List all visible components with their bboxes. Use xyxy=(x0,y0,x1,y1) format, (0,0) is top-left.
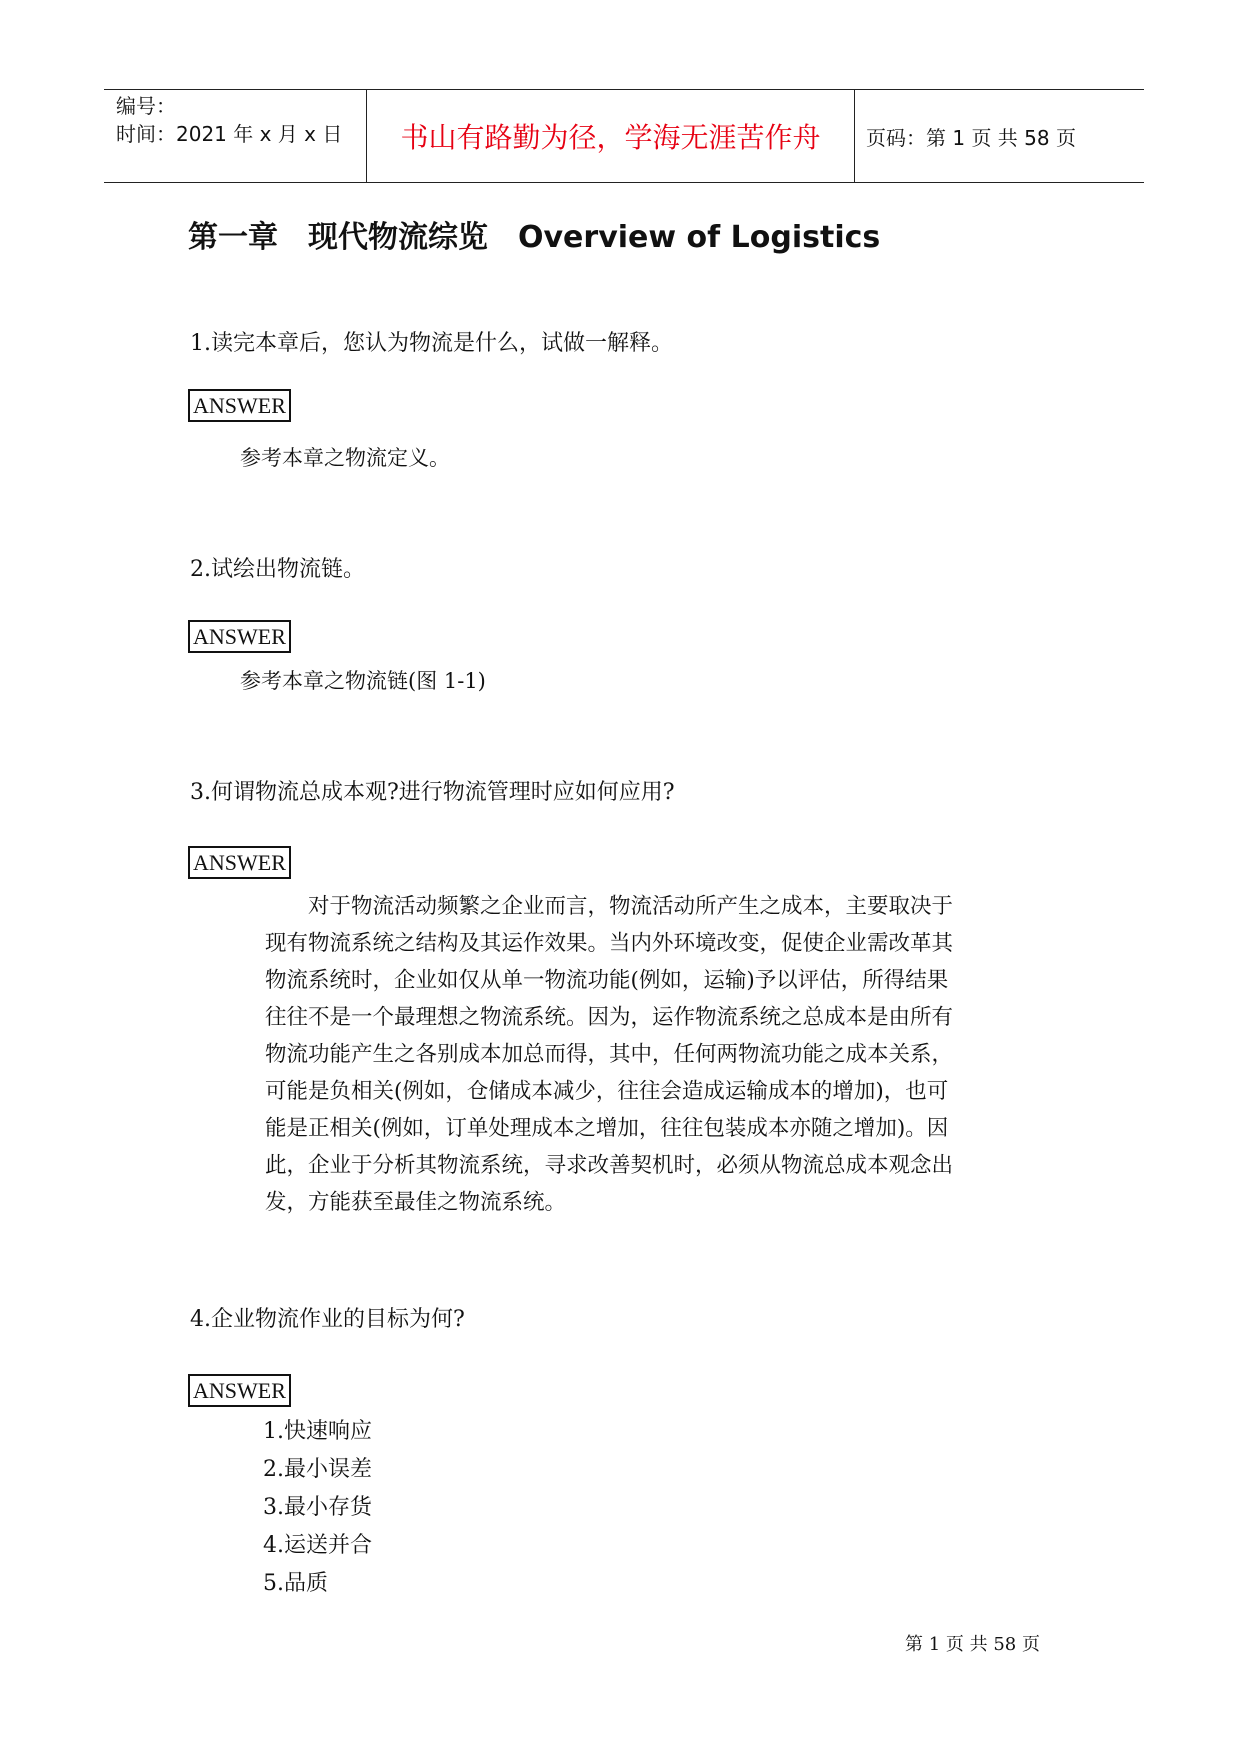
question-3: 3.何谓物流总成本观?进行物流管理时应如何应用? xyxy=(190,780,675,805)
answer-1: 参考本章之物流定义。 xyxy=(240,446,450,470)
paragraph-line: 往往不是一个最理想之物流系统。因为，运作物流系统之总成本是由所有 xyxy=(265,1005,954,1030)
answer-3-paragraph xyxy=(265,888,1065,1221)
question-4: 4.企业物流作业的目标为何? xyxy=(190,1307,465,1332)
chapter-title: 第一章 现代物流综览 Overview of Logistics xyxy=(188,220,881,255)
list-item: 1.快速响应 xyxy=(263,1419,372,1444)
header-meta xyxy=(116,92,342,148)
answer-label: ANSWER xyxy=(188,1374,291,1407)
answer-label: ANSWER xyxy=(188,846,291,879)
header-number-label: 编号： xyxy=(116,94,176,118)
list-item: 2.最小误差 xyxy=(263,1457,372,1482)
header-motto: 书山有路勤为径，学海无涯苦作舟 xyxy=(400,121,821,154)
header-divider xyxy=(854,90,855,182)
paragraph-line: 发，方能获至最佳之物流系统。 xyxy=(265,1190,567,1215)
paragraph-line: 能是正相关(例如，订单处理成本之增加，往往包装成本亦随之增加)。因 xyxy=(265,1116,949,1141)
answer-2: 参考本章之物流链(图 1-1) xyxy=(240,669,486,693)
question-2: 2.试绘出物流链。 xyxy=(190,557,365,582)
list-item: 5.品质 xyxy=(263,1571,328,1596)
list-item: 3.最小存货 xyxy=(263,1495,372,1520)
paragraph-line: 物流功能产生之各别成本加总而得，其中，任何两物流功能之成本关系， xyxy=(265,1042,954,1067)
header-page-info: 页码：第 1 页 共 58 页 xyxy=(866,125,1076,150)
list-item: 4.运送并合 xyxy=(263,1533,372,1558)
paragraph-line: 此，企业于分析其物流系统，寻求改善契机时，必须从物流总成本观念出 xyxy=(265,1153,954,1178)
paragraph-line: 物流系统时，企业如仅从单一物流功能(例如，运输)予以评估，所得结果 xyxy=(265,968,949,993)
page-footer: 第 1 页 共 58 页 xyxy=(905,1634,1040,1655)
answer-label: ANSWER xyxy=(188,389,291,422)
paragraph-line: 现有物流系统之结构及其运作效果。当内外环境改变，促使企业需改革其 xyxy=(265,931,954,956)
answer-label: ANSWER xyxy=(188,620,291,653)
paragraph-line: 可能是负相关(例如，仓储成本减少，往往会造成运输成本的增加)，也可 xyxy=(265,1079,949,1104)
paragraph-line: 对于物流活动频繁之企业而言，物流活动所产生之成本，主要取决于 xyxy=(265,894,954,919)
question-1: 1.读完本章后，您认为物流是什么，试做一解释。 xyxy=(190,331,673,356)
header-time-label: 时间：2021 年 x 月 x 日 xyxy=(116,122,343,146)
page-header xyxy=(104,89,1144,183)
answer-4-list xyxy=(263,1413,372,1603)
